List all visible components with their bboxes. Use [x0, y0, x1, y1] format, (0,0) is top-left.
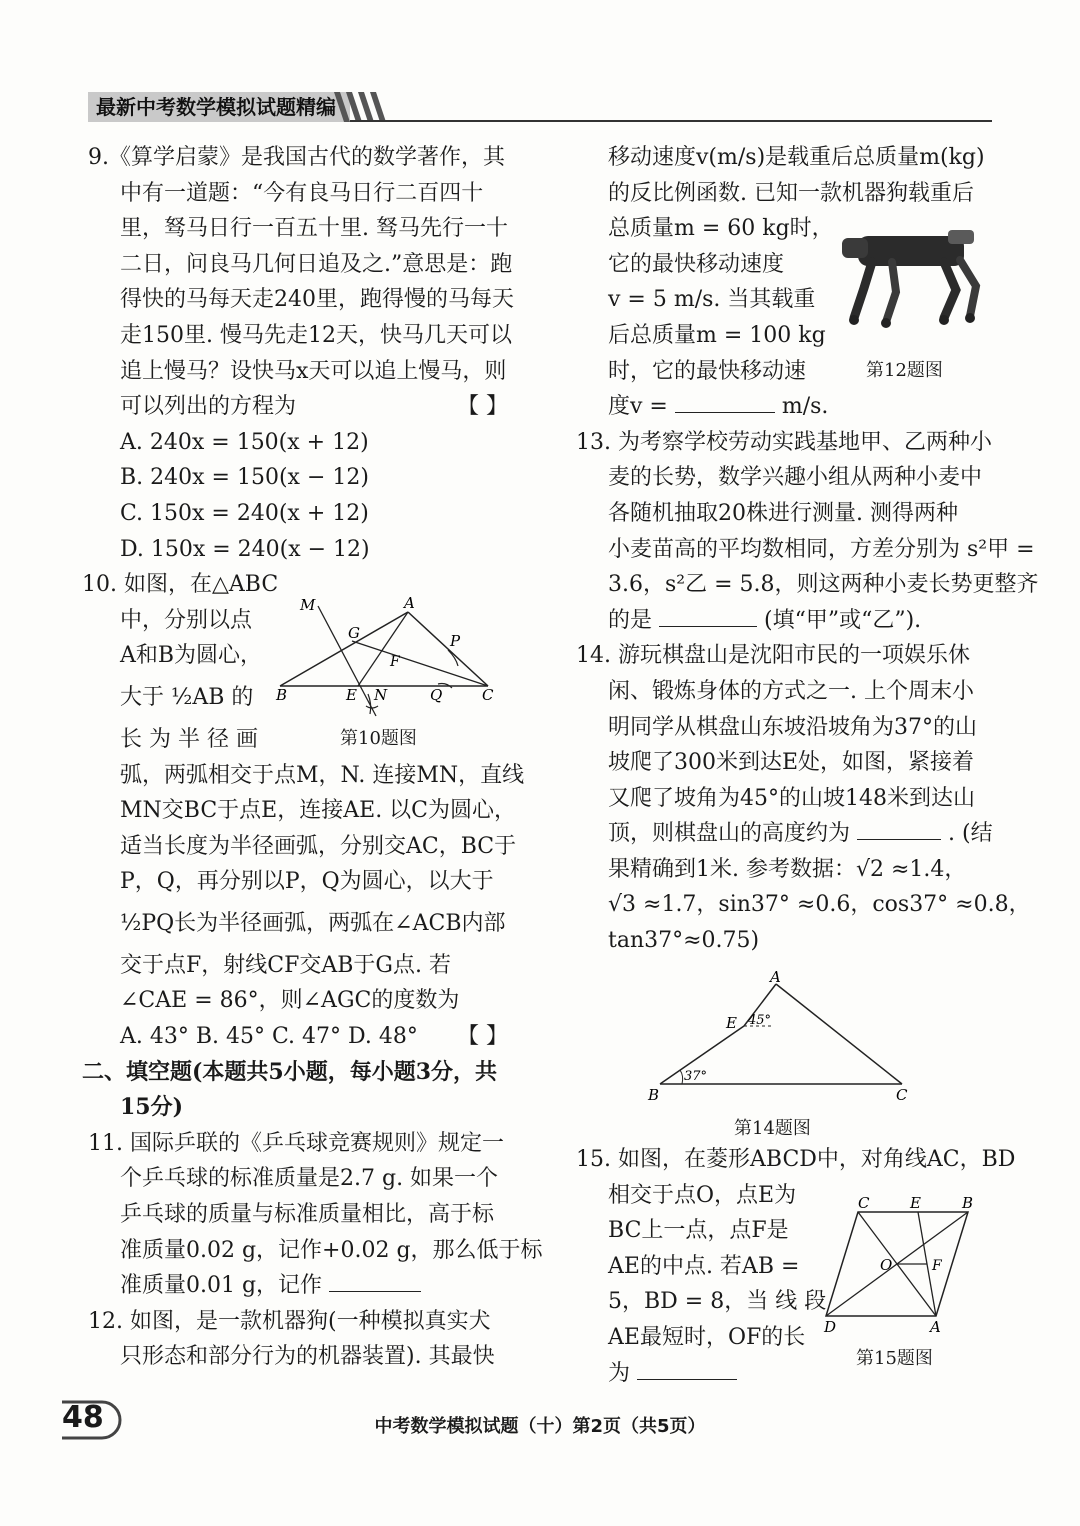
q9-line: 二日，问良马几何日追及之.”意思是：跑: [120, 251, 513, 277]
figure-14: [640, 968, 920, 1104]
q10-line: A和B为圆心，: [120, 643, 263, 669]
q14-line: tan37°≈0.75): [608, 928, 760, 954]
fig10-label-a: A: [404, 594, 415, 612]
figure-10: [272, 594, 502, 724]
q12-line: 后总质量m = 100 kg: [608, 322, 826, 348]
q14-line: [576, 816, 996, 852]
q12-line: 时，它的最快移动速: [608, 358, 807, 384]
q14-line: √3 ≈1.7，sin37° ≈0.6，cos37° ≈0.8，: [608, 892, 1031, 918]
robot-dog-image: [836, 222, 996, 332]
q13-answer-blank: [659, 604, 757, 627]
q11-answer-blank: [329, 1269, 421, 1292]
q9-option-b: B. 240x = 150(x − 12): [120, 465, 369, 491]
header-title: 最新中考数学模拟试题精编: [96, 95, 336, 119]
fig14-label-c: C: [896, 1086, 908, 1104]
q13-line: 3.6，s²乙 = 5.8，则这两种小麦长势更整齐: [608, 572, 1039, 598]
q10-stem-end: ∠CAE = 86°，则∠AGC的度数为: [120, 988, 460, 1014]
q10-line: 弧，两弧相交于点M，N. 连接MN，直线: [120, 762, 525, 788]
fig10-label-c: C: [482, 686, 494, 704]
q11-line: 11. 国际乒联的《乒乓球竞赛规则》规定一: [88, 1130, 504, 1156]
q9-answer-bracket: 【 】: [457, 394, 508, 420]
q12-unit: m/s.: [781, 394, 829, 420]
fig14-angle-45: 45°: [748, 1013, 772, 1028]
q14-line: 果精确到1米. 参考数据：√2 ≈1.4，: [608, 856, 967, 882]
q15-line: 15. 如图，在菱形ABCD中，对角线AC，BD: [576, 1147, 1016, 1172]
q10-answer-bracket: 【 】: [457, 1024, 508, 1050]
q11-line: 乒乓球的质量与标准质量相比，高于标: [120, 1202, 495, 1228]
fig14-angle-37: 37°: [684, 1069, 708, 1084]
q9-option-d: D. 150x = 240(x − 12): [120, 536, 370, 562]
q13-line: 麦的长势，数学兴趣小组从两种小麦中: [608, 465, 983, 491]
q10-line: 长 为 半 径 画: [120, 726, 258, 752]
fig15-label-b: B: [962, 1194, 974, 1212]
fig10-label-e: E: [346, 686, 357, 704]
q12-line: 的反比例函数. 已知一款机器狗载重后: [608, 180, 974, 206]
q12-line: 总质量m = 60 kg时，: [608, 216, 834, 242]
q11-line: [88, 1268, 508, 1304]
q12-line: 它的最快移动速度: [608, 251, 785, 277]
fig15-label-f: F: [932, 1258, 942, 1274]
q15-line: 相交于点O，点E为: [608, 1182, 797, 1208]
fig10-label-b: B: [276, 686, 288, 704]
fig15-label-d: D: [824, 1318, 837, 1336]
q13-hint: (填“甲”或“乙”).: [764, 607, 922, 633]
q10-line: 适当长度为半径画弧，分别交AC，BC于: [120, 833, 517, 859]
q12-line: [576, 389, 996, 425]
q15-stem-end: 为: [608, 1360, 631, 1386]
q14-line: 又爬了坡角为45°的山坡148米到达山: [608, 785, 975, 811]
q14-line: 明同学从棋盘山东坡沿坡角为37°的山: [608, 714, 977, 740]
q10-options: A. 43° B. 45° C. 47° D. 48°: [120, 1024, 418, 1050]
q11-line: 个乒乓球的标准质量是2.7 g. 如果一个: [120, 1166, 499, 1192]
q9-option-a: A. 240x = 150(x + 12): [120, 429, 369, 455]
q9-line: [88, 389, 508, 425]
footer-text: 中考数学模拟试题（十）第2页（共5页）: [374, 1416, 706, 1437]
q10-line: P，Q，再分别以P，Q为圆心，以大于: [120, 869, 494, 895]
q14-line: 14. 游玩棋盘山是沈阳市民的一项娱乐休: [576, 643, 970, 669]
q15-line: AE的中点. 若AB =: [608, 1253, 800, 1279]
fig10-label-g: G: [348, 624, 360, 642]
fig15-label-o: O: [880, 1256, 893, 1274]
section-two-title: 15分): [120, 1094, 184, 1121]
fig10-label-m: M: [300, 596, 316, 614]
q12-line: 移动速度v(m/s)是载重后总质量m(kg): [608, 145, 985, 170]
q10-line: 10. 如图，在△ABC: [82, 572, 279, 598]
fig15-label-e: E: [910, 1194, 921, 1212]
q12-stem-end: 度v =: [608, 394, 668, 420]
q10-line: 中，分别以点: [120, 607, 253, 633]
fig14-caption: 第14题图: [734, 1118, 811, 1139]
q15-line: BC上一点，点F是: [608, 1218, 789, 1244]
fig15-label-c: C: [858, 1194, 870, 1212]
q12-answer-blank: [675, 390, 775, 413]
figure-15: [818, 1190, 988, 1340]
fig12-caption: 第12题图: [866, 360, 943, 381]
q11-stem-end: 准质量0.01 g，记作: [120, 1273, 323, 1299]
fig14-label-a: A: [770, 968, 781, 986]
q13-line: [576, 603, 996, 639]
q13-line: 各随机抽取20株进行测量. 测得两种: [608, 500, 958, 526]
left-column: [82, 140, 543, 1375]
q15-line: AE最短时，OF的长: [608, 1324, 806, 1350]
header-rule: [350, 120, 992, 122]
q9-line: 走150里. 慢马先走12天，快马几天可以: [120, 322, 512, 348]
q10-line: MN交BC于点E，连接AE. 以C为圆心，: [120, 798, 517, 824]
fig10-label-q: Q: [430, 686, 443, 704]
q9-line: 追上慢马？设快马x天可以追上慢马，则: [120, 358, 507, 384]
q10-line: 大于 ½AB 的: [120, 684, 254, 710]
q14-line: 坡爬了300米到达E处，如图，紧接着: [608, 750, 975, 776]
q15-line: 5，BD = 8，当 线 段: [608, 1289, 827, 1315]
q12-line: 12. 如图，是一款机器狗(一种模拟真实犬: [88, 1308, 491, 1334]
fig14-label-e: E: [726, 1014, 737, 1032]
fig10-caption: 第10题图: [340, 728, 417, 749]
q12-line: v = 5 m/s. 当其载重: [608, 287, 816, 313]
header-stripes: [330, 92, 390, 122]
q10-line: 交于点F，射线CF交AB于G点. 若: [120, 952, 451, 978]
q9-line: 里，驽马日行一百五十里. 驽马先行一十: [120, 216, 508, 242]
fig10-label-p: P: [450, 632, 461, 650]
q13-line: 小麦苗高的平均数相同，方差分别为 s²甲 =: [608, 536, 1035, 562]
q15-answer-blank: [637, 1357, 737, 1380]
q9-option-c: C. 150x = 240(x + 12): [120, 500, 369, 526]
q12-line: 只形态和部分行为的机器装置). 其最快: [120, 1344, 495, 1370]
q14-note: . (结: [948, 821, 993, 847]
q9-line: 9.《算学启蒙》是我国古代的数学著作，其: [88, 145, 505, 170]
q9-line: 中有一道题：“今有良马日行二百四十: [120, 180, 484, 206]
q9-stem-end: 可以列出的方程为: [120, 394, 297, 420]
section-two-title: 二、填空题(本题共5小题，每小题3分，共: [82, 1058, 498, 1085]
page-number: 48: [62, 1400, 104, 1435]
fig14-label-b: B: [648, 1086, 660, 1104]
q11-line: 准质量0.02 g，记作+0.02 g，那么低于标: [120, 1237, 543, 1263]
q9-line: 得快的马每天走240里，跑得慢的马每天: [120, 287, 514, 313]
fig15-caption: 第15题图: [856, 1348, 933, 1369]
fig10-label-f: F: [390, 654, 400, 670]
q13-line: 13. 为考察学校劳动实践基地甲、乙两种小: [576, 429, 992, 455]
fig10-label-n: N: [374, 686, 388, 704]
q14-answer-blank: [857, 817, 941, 840]
q14-line: 闲、锻炼身体的方式之一. 上个周末小: [608, 678, 974, 704]
q14-stem: 顶，则棋盘山的高度约为: [608, 821, 851, 847]
fig15-label-a: A: [930, 1318, 941, 1336]
q15-line: [576, 1356, 816, 1392]
q10-line: ½PQ长为半径画弧，两弧在∠ACB内部: [120, 910, 506, 936]
q13-stem: 的是: [608, 607, 653, 633]
